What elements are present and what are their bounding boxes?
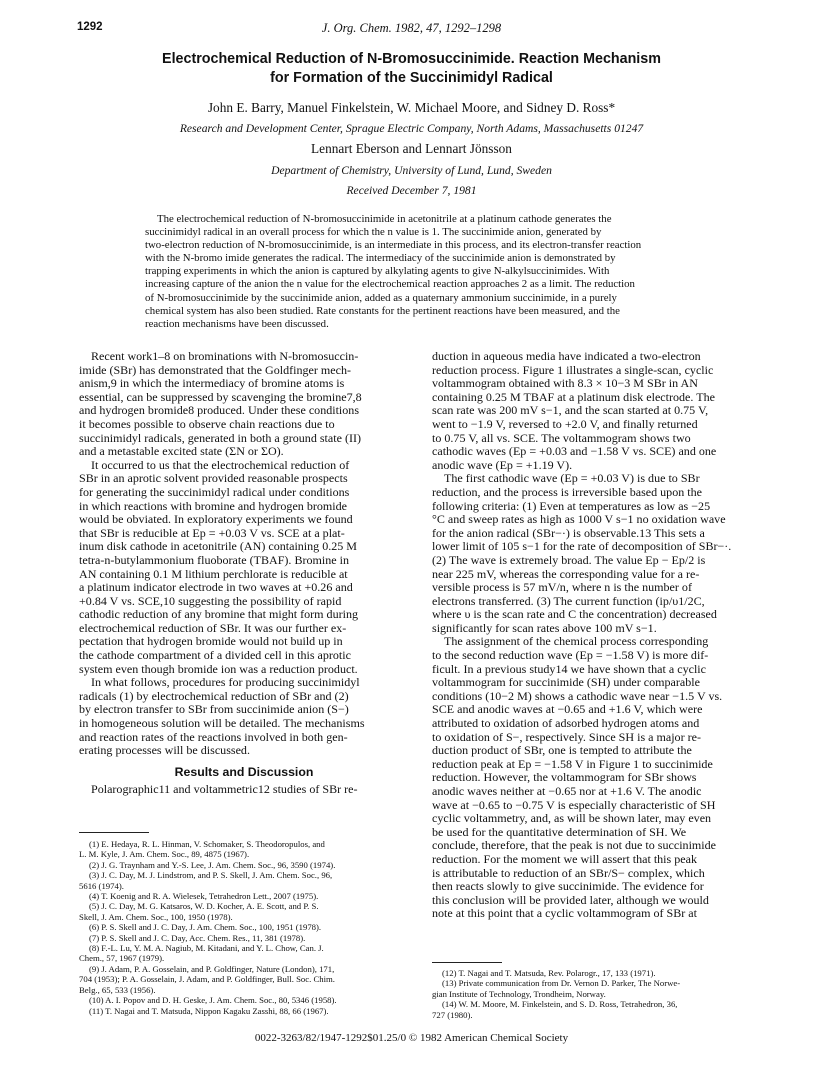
text-line: (4) T. Koenig and R. A. Wielesek, Tetrahedron Lett., 2007 (1975). [89,891,319,902]
right-paragraph-2 [432,472,762,635]
text-line: to oxidation of S−, respectively. Since SH is a major re- [432,729,701,744]
title-line: for Formation of the Succinimidyl Radical [270,70,553,86]
text-line: 704 (1953); P. A. Gosselain, J. Adam, and P. Goldfinger, Bull. Soc. Chim. [79,974,335,985]
text-line: voltammogram for succinimide (SH) under comparable [432,675,700,690]
received-date: Received December 7, 1981 [346,184,477,197]
left-paragraph-4 [79,783,409,797]
text-line: In what follows, procedures for producing succinimidyl [91,675,360,690]
text-line: The assignment of the chemical process corresponding [444,634,709,649]
text-line: scan rate was 200 mV s−1, and the scan started at 0.75 V, [432,403,709,418]
text-line: ficult. In a previous study14 we have shown that a cyclic [432,661,706,676]
text-line: be used for the quantitative determination of SH. We [432,824,687,839]
abstract-line: succinimidyl radical in an overall process for which the n value is 1. The succinimide anion, generated by [145,226,602,239]
text-line: cyclic voltammetry, and, as will be shown later, may even [432,811,712,826]
text-line: duction product of SBr, one is tempted to attribute the [432,743,692,758]
text-line: wave at −0.65 to −0.75 V is especially characteristic of SH [432,797,716,812]
text-line: (14) W. M. Moore, M. Finkelstein, and S. D. Ross, Tetrahedron, 36, [442,999,678,1010]
footnote-rule-left [79,832,149,833]
left-paragraph-2 [79,459,409,677]
footnotes-left [79,839,409,1016]
text-line: voltammogram obtained with 8.3 × 10−3 M SBr in AN [432,376,698,391]
text-line: electrochemical reduction of SBr. It was our further ex- [79,620,347,635]
text-line: (13) Private communication from Dr. Vernon D. Parker, The Norwe- [442,978,681,989]
text-line: versible process is 57 mV/n, where n is the number of [432,580,692,595]
left-column [79,350,409,797]
text-line: (3) J. C. Day, M. J. Lindstrom, and P. S. Skell, J. Am. Chem. Soc., 96, [89,870,333,881]
text-line: 5616 (1974). [79,880,124,891]
text-line: (5) J. C. Day, M. G. Katsaros, W. D. Kocher, A. E. Scott, and P. S. [89,901,319,912]
text-line: gian Institute of Technology, Trondheim, Norway. [432,988,606,999]
text-line: reduction process. Figure 1 illustrates a single-scan, cyclic [432,362,714,377]
text-line: (2) The wave is extremely broad. The value Ep − Ep/2 is [432,552,706,567]
affiliation-secondary: Department of Chemistry, University of Lund, Lund, Sweden [271,164,552,177]
page-number: 1292 [77,21,103,33]
text-line: this conclusion will be provided later, although we would [432,892,709,907]
abstract-line: two-electron reduction of N-bromosuccinimide, is an intermediate in this process, and its electron-transfer reaction [145,239,642,252]
text-line: (2) J. G. Traynham and Y.-S. Lee, J. Am. Chem. Soc., 96, 3590 (1974). [89,859,336,870]
article-title [100,50,723,88]
affiliation: Research and Development Center, Sprague Electric Company, North Adams, Massachusetts 01247 [179,122,644,135]
text-line: (12) T. Nagai and T. Matsuda, Rev. Polarogr., 17, 133 (1971). [442,968,656,978]
authors-secondary: Lennart Eberson and Lennart Jönsson [311,141,512,156]
text-line: essential, can be suppressed by scavenging the bromine7,8 [79,389,362,404]
text-line: °C and sweep rates as high as 1000 V s−1 no oxidation wave [432,512,726,527]
text-line: reduction. However, the voltammogram for SBr shows [432,770,697,785]
text-line: by electron transfer to SBr from succinimide anion (S−) [79,702,349,717]
abstract-line: chemical system has also been studied. Rate constants for the pertinent reactions have been measured, and the [145,304,620,317]
page-footer: 0022-3263/82/1947-1292$01.25/0 © 1982 American Chemical Society [254,1032,569,1044]
text-line: (10) A. I. Popov and D. H. Geske, J. Am. Chem. Soc., 80, 5346 (1958). [89,995,337,1006]
abstract-line: trapping experiments in which the anion is captured by alkylating agents to give N-alkylsuccinimides. With [145,265,610,278]
text-line: cathodic reduction of any bromine that might form during [79,607,359,622]
text-line: L. M. Kyle, J. Am. Chem. Soc., 89, 4875 (1967). [79,849,250,860]
text-line: and reaction rates of the reactions involved in both gen- [79,729,348,744]
text-line: system even though bromide ion was a reduction product. [79,661,358,676]
text-line: to the second reduction wave (Ep = −1.58 V) is more dif- [432,648,709,663]
text-line: radicals (1) by electrochemical reduction of SBr and (2) [79,688,349,703]
text-line: tetra-n-butylammonium fluoborate (TBAF). Bromine in [79,552,349,567]
abstract [145,213,678,331]
text-line: SCE and anodic waves at −0.65 and +1.6 V, which were [432,702,703,717]
text-line: anodic waves neither at −0.65 nor at +1.6 V. The anodic [432,784,702,798]
text-line: (9) J. Adam, P. A. Gosselain, and P. Goldfinger, Nature (London), 171, [89,963,335,974]
text-line: then reacts slowly to give succinimide. The evidence for [432,879,704,894]
abstract-line: reaction mechanisms have been discussed. [145,317,329,330]
footnote-rule-right [432,962,502,963]
text-line: conditions (10−2 M) shows a cathodic wave near −1.5 V vs. [432,688,723,703]
text-line: a platinum indicator electrode in two waves at +0.26 and [79,580,353,595]
text-line: Skell, J. Am. Chem. Soc., 100, 1950 (1978). [79,911,233,922]
authors: John E. Barry, Manuel Finkelstein, W. Michael Moore, and Sidney D. Ross* [207,100,616,115]
text-line: (8) F.-L. Lu, Y. M. A. Nagiub, M. Kitadani, and Y. L. Chow, Can. J. [89,943,324,954]
text-line: significantly for scan rates above 100 mV s−1. [432,620,657,635]
text-line: the cathode compartment of a divided cell in this aprotic [79,648,351,663]
text-line: where υ is the scan rate and C the concentration) decreased [432,607,717,622]
abstract-line: The electrochemical reduction of N-bromosuccinimide in acetonitrile at a platinum cathode generates the [157,213,612,225]
right-paragraph-3 [432,635,762,920]
footnotes-right [432,968,762,1020]
text-line: that SBr is reducible at Ep = +0.03 V vs. SCE at a plat- [79,525,345,540]
text-line: succinimidyl radicals, generated in both a ground state (II) [79,430,362,445]
text-line: (1) E. Hedaya, R. L. Hinman, V. Schomaker, S. Theodoropulos, and [89,839,325,849]
text-line: electrons transferred. (3) The current function (ip/υ1/2C, [432,593,705,608]
text-line: SBr in an aprotic solvent provided reasonable prospects [79,471,348,486]
title-line: Electrochemical Reduction of N-Bromosuccinimide. Reaction Mechanism [162,51,661,67]
text-line: pectation that hydrogen bromide would not build up in [79,634,343,649]
text-line: and hydrogen bromide8 produced. Under these conditions [79,403,360,418]
abstract-line: of N-bromosuccinimide by the succinimide anion, added as a quaternary ammonium succinimide, in a purely [145,291,617,304]
text-line: near 225 mV, whereas the corresponding value for a re- [432,566,700,581]
text-line: it becomes possible to observe chain reactions due to [79,416,335,431]
section-heading: Results and Discussion [174,764,314,779]
text-line: Recent work1–8 on brominations with N-bromosuccin- [91,349,359,363]
text-line: AN containing 0.1 M lithium perchlorate is reducible at [79,566,348,581]
text-line: conclude, therefore, that the peak is not due to succinimide [432,838,717,853]
text-line: in which reactions with bromine and hydrogen bromide [79,498,347,513]
abstract-line: with the N-bromo imide generates the radical. The intermediacy of the succinimide anion is demonstrated by [145,252,616,265]
right-paragraph-1 [432,350,762,472]
text-line: reduction peak at Ep = −1.58 V in Figure 1 to succinimide [432,756,713,771]
text-line: to 0.75 V, all vs. SCE. The voltammogram shows two [432,430,691,445]
text-line: went to −1.9 V, reversed to +2.0 V, and finally returned [432,416,698,431]
running-header [0,21,823,39]
text-line: anodic wave (Ep = +1.19 V). [432,457,573,472]
text-line: in homogeneous solution will be detailed. The mechanisms [79,716,365,731]
left-paragraph-1 [79,350,409,459]
text-line: inum disk cathode in acetonitrile (AN) containing 0.25 M [79,539,358,554]
journal-citation: J. Org. Chem. 1982, 47, 1292–1298 [321,21,502,35]
text-line: reduction. For the moment we will assert that this peak [432,851,697,866]
text-line: anism,9 in which the intermediacy of bromine atoms is [79,376,345,391]
text-line: Chem., 57, 1967 (1979). [79,953,165,964]
text-line: +0.84 V vs. SCE,10 suggesting the possibility of rapid [79,593,342,608]
text-line: The first cathodic wave (Ep = +0.03 V) is due to SBr [444,471,700,486]
left-paragraph-3 [79,676,409,758]
text-line: (11) T. Nagai and T. Matsuda, Nippon Kagaku Zasshi, 88, 66 (1967). [89,1005,329,1016]
text-line: and a metastable excited state (ΣN or ΣO). [79,444,284,459]
text-line: following criteria: (1) Even at temperatures as low as −25 [432,498,711,513]
text-line: lower limit of 105 s−1 for the rate of decomposition of SBr−·. [432,539,732,554]
text-line: containing 0.25 M TBAF at a platinum disk electrode. The [432,389,715,404]
text-line: reduction, and the process is irreversible based upon the [432,484,702,499]
text-line: is attributable to reduction of an SBr/S− complex, which [432,865,705,880]
text-line: for generating the succinimidyl radical under conditions [79,484,350,499]
text-line: (7) P. S. Skell and J. C. Day, Acc. Chem. Res., 11, 381 (1978). [89,932,306,943]
text-line: It occurred to us that the electrochemical reduction of [91,457,350,472]
text-line: attributed to oxidation of adsorbed hydrogen atoms and [432,716,700,731]
text-line: (6) P. S. Skell and J. C. Day, J. Am. Chem. Soc., 100, 1951 (1978). [89,922,322,933]
text-line: erating processes will be discussed. [79,743,250,758]
text-line: would be obviated. In exploratory experiments we found [79,512,353,527]
text-line: for the anion radical (SBr−·) is observable.13 This sets a [432,525,705,540]
text-line: Belg., 65, 533 (1956). [79,984,156,995]
text-line: cathodic waves (Ep = +0.03 and −1.58 V vs. SCE) and one [432,444,717,459]
text-line: imide (SBr) has demonstrated that the Goldfinger mech- [79,362,351,377]
abstract-line: increasing capture of the anion the n value for the electrochemical reaction approaches 2 as a limit. The reduction [145,278,635,291]
text-line: note at this point that a cyclic voltammogram of SBr at [432,906,697,921]
text-line: Polarographic11 and voltammetric12 studies of SBr re- [91,782,358,797]
text-line: duction in aqueous media have indicated a two-electron [432,349,701,363]
right-column [432,350,762,921]
text-line: 727 (1980). [432,1009,473,1020]
